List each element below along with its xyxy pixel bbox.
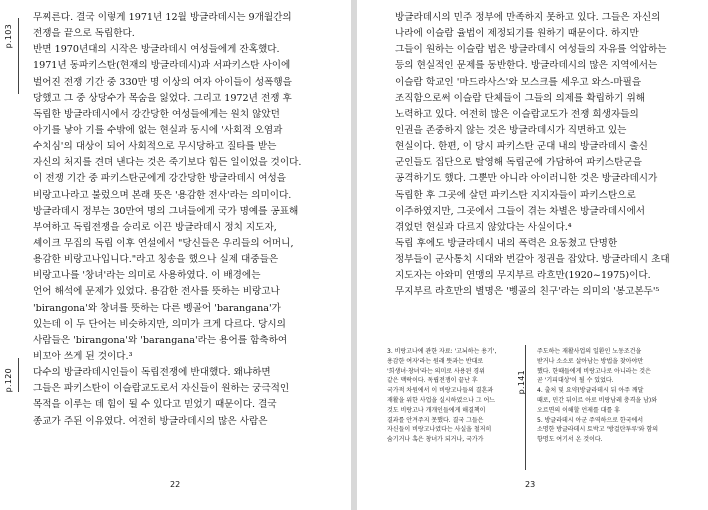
body-text-line: 목적을 이루는 데 힘이 될 수 있다고 믿었기 때문이다. 결국 xyxy=(33,399,277,411)
body-text-line: 언어 해석에 문제가 있었다. 용감한 전사를 뜻하는 비랑고나 xyxy=(33,286,280,298)
body-text-line: 아기를 낳아 기를 수밖에 없는 현실과 동시에 '사회적 오염과 xyxy=(33,124,283,136)
body-text-line: 이슬람 학교인 '마드라사스'와 모스크를 세우고 와스-마필을 xyxy=(395,76,642,88)
left-margin-rule-top xyxy=(18,18,19,94)
left-page-ref-top: p.103 xyxy=(4,24,13,49)
body-text-line: 독립 후에도 방글라데시 내의 폭력은 요동쳤고 단명한 xyxy=(395,237,618,249)
body-text-line: 무지부르 라흐만의 별명은 '벵골의 친구'라는 의미의 '봉고본두'⁵ xyxy=(395,286,660,298)
footnote-line: '희생녀·창녀'라는 의미로 사용된 경위 xyxy=(387,367,485,375)
left-page xyxy=(0,0,351,510)
body-text-line: 부여하고 독립전쟁을 승리로 이끈 방글라데시 정치 지도자, xyxy=(33,221,277,233)
footnote-line: 같은 맥락이다. 독립전쟁이 끝난 후 xyxy=(387,377,478,385)
body-text-line: 자신의 처지를 견뎌 낸다는 것은 죽기보다 힘든 일이었을 것이다. xyxy=(33,157,302,169)
body-text-line: 독립한 후 그곳에 살던 파키스탄 지지자들이 파키스탄으로 xyxy=(395,189,636,201)
body-text-line: 이 전쟁 기간 중 파키스탄군에게 강간당한 방글라데시 여성을 xyxy=(33,173,287,185)
footnote-line: 용감한 여자'라는 원래 뜻과는 반대로 xyxy=(387,357,484,365)
right-page xyxy=(357,0,708,510)
body-text-line: 독립한 방글라데시에서 강간당한 여성들에게는 원치 않았던 xyxy=(33,108,280,120)
body-text-line: 등의 현실적인 문제를 동반한다. 방글라데시의 많은 지역에서는 xyxy=(395,60,658,72)
body-text-line: 수치심'의 대상이 되어 사회적으로 무시당하고 질타를 받는 xyxy=(33,141,277,153)
body-text-line: 벌어진 전쟁 기간 중 330만 명 이상의 여자 아이들이 성폭행을 xyxy=(33,76,292,88)
right-page-ref: p.141 xyxy=(517,370,526,395)
body-text-line: 'birangona'와 창녀를 뜻하는 다른 벵골어 'barangana'가 xyxy=(33,302,281,314)
body-text-line: 비랑고나라고 불렀으며 본래 뜻은 '용감한 전사'라는 의미이다. xyxy=(33,189,292,201)
footnote-line: 재활을 위한 사업을 실시하였으나 그 어느 xyxy=(387,396,496,404)
left-page-ref-bottom: p.120 xyxy=(4,368,13,393)
footnote-line: 항명도 여기서 온 것이다. xyxy=(537,436,603,444)
right-margin-rule xyxy=(525,345,526,470)
footnotes-right-column xyxy=(537,347,672,445)
body-text-line: 당했고 그 중 상당수가 목숨을 잃었다. 그리고 1972년 전쟁 후 xyxy=(33,92,292,104)
body-text-line: 1971년 동파키스탄(현재의 방글라데시)과 서파키스탄 사이에 xyxy=(33,60,291,72)
body-text-line: 공격하기도 했다. 그뿐만 아니라 아이러니한 것은 방글라데시가 xyxy=(395,173,658,185)
body-text-line: 조직함으로써 이슬람 단체들이 그들의 의제를 확립하기 위해 xyxy=(395,92,645,104)
footnote-line: 5. 방글라데시 아군 주역하으로 한국에서 xyxy=(537,416,644,424)
left-margin-rule-bottom xyxy=(18,358,19,392)
footnote-line: 곧 '기피대상'이 될 수 있었다. xyxy=(537,377,614,385)
right-page-number: 23 xyxy=(525,480,536,489)
left-page-number: 22 xyxy=(170,480,181,489)
footnote-line: 3. 비랑고나에 관한 자료: '고뇌하는 용기', xyxy=(387,348,497,355)
footnotes-left-column xyxy=(387,347,515,445)
body-text-line: 비꼬아 쓰게 된 것이다.³ xyxy=(33,350,133,362)
footnote-line: 소명한 방글라데시 토박고 '방걸탄투루'와 함의 xyxy=(537,426,659,434)
body-text-line: 현실이다. 한편, 이 당시 파키스탄 군대 내의 방글라데시 출신 xyxy=(395,141,648,153)
body-text-line: 군인들도 집단으로 탈영해 독립군에 가담하여 파키스탄군을 xyxy=(395,157,642,169)
body-text-line: 방글라데시 정부는 30만여 명의 그녀들에게 국가 명예를 공표해 xyxy=(33,205,299,217)
body-text-line: 셰이크 무집의 독립 이후 연설에서 "당신들은 우리들의 어머니, xyxy=(33,237,294,249)
body-text-line: 전쟁을 끝으로 독립한다. xyxy=(33,28,135,40)
body-text-line: 무찌른다. 결국 이렇게 1971년 12월 방글라데시는 9개월간의 xyxy=(33,12,292,23)
footnote-line: 자신들이 비랑고나였다는 사실을 철저히 xyxy=(387,426,492,434)
body-text-line: 다수의 방글라데시인들이 독립전쟁에 반대했다. 왜냐하면 xyxy=(33,367,271,379)
footnote-line: 4. 출처 및 요약(방글라데시 뒤 아주 깨달 xyxy=(537,387,644,395)
body-text-line: 그들은 파키스탄이 이슬람교도로서 자신들이 원하는 궁극적인 xyxy=(33,383,290,395)
left-page-body xyxy=(33,10,333,430)
body-text-line: 있는데 이 두 단어는 비슷하지만, 의미가 크게 다르다. 당시의 xyxy=(33,318,286,330)
footnote-line: 오르면의 이해할 언제를 대를 휴 xyxy=(537,406,620,414)
body-text-line: 반면 1970년대의 시작은 방글라데시 여성들에게 잔혹했다. xyxy=(33,44,280,56)
right-page-body xyxy=(395,10,695,301)
body-text-line: 인권을 존중하지 않는 것은 방글라데시가 직면하고 있는 xyxy=(395,124,627,136)
body-text-line: 노력하고 있다. 여전히 많은 이슬람교도가 전쟁 희생자들의 xyxy=(395,108,639,120)
body-text-line: 정부들이 군사통치 시대와 번갈아 정권을 잡았다. 방글라데시 초대 xyxy=(395,254,670,266)
body-text-line: 사람들은 'birangona'와 'barangana'라는 용어를 함축하여 xyxy=(33,334,288,346)
footnote-line: 때로, 민간 뒤이르 아로 비랑남레 충격을 남)와 xyxy=(537,396,658,404)
body-text-line: 용감한 비랑고나입니다."라고 칭송을 했으나 실제 대중들은 xyxy=(33,254,279,266)
body-text-line: 그들이 원하는 이슬람 법은 방글라데시 여성들의 자유를 억압하는 xyxy=(395,44,667,56)
body-text-line: 이주하였지만, 그곳에서 그들이 겪는 차별은 방글라데시에서 xyxy=(395,205,645,217)
body-text-line: 지도자는 아와미 연맹의 무지부르 라흐만(1920~1975)이다. xyxy=(395,270,651,282)
footnote-line: 했다. 한때들에게 비랑고나로 아니라는 것은 xyxy=(537,367,651,375)
footnote-line: 결과를 안겨주지 못했다. 결국 그들은 xyxy=(387,416,484,424)
footnote-line: 주도하는 재활사업의 일환인 노동조건을 xyxy=(537,348,642,355)
body-text-line: 종교가 주된 이유였다. 여전히 방글라데시의 많은 사람은 xyxy=(33,415,268,427)
body-text-line: 겪었던 현실과 다르지 않았다는 사실이다.⁴ xyxy=(395,221,572,233)
body-text-line: 나라에 이슬람 율법이 제정되기를 원하기 때문이다. 하지만 xyxy=(395,28,639,40)
body-text-line: 방글라데시의 민주 정부에 만족하지 못하고 있다. 그들은 자신의 xyxy=(395,12,661,23)
body-text-line: 비랑고나를 '창녀'라는 의미로 사용하였다. 이 배경에는 xyxy=(33,270,261,282)
footnote-line: 것도 비랑고나 개개인들에게 해결책이 xyxy=(387,406,486,414)
footnote-line: 숨기거나 혹은 창녀가 되거나, 국가가 xyxy=(387,436,484,444)
footnote-line: 국가적 차원에서 이 비랑고나들의 결혼과 xyxy=(387,387,494,395)
footnote-line: 받거나 소소로 살아남는 방법을 찾아야만 xyxy=(537,357,644,365)
